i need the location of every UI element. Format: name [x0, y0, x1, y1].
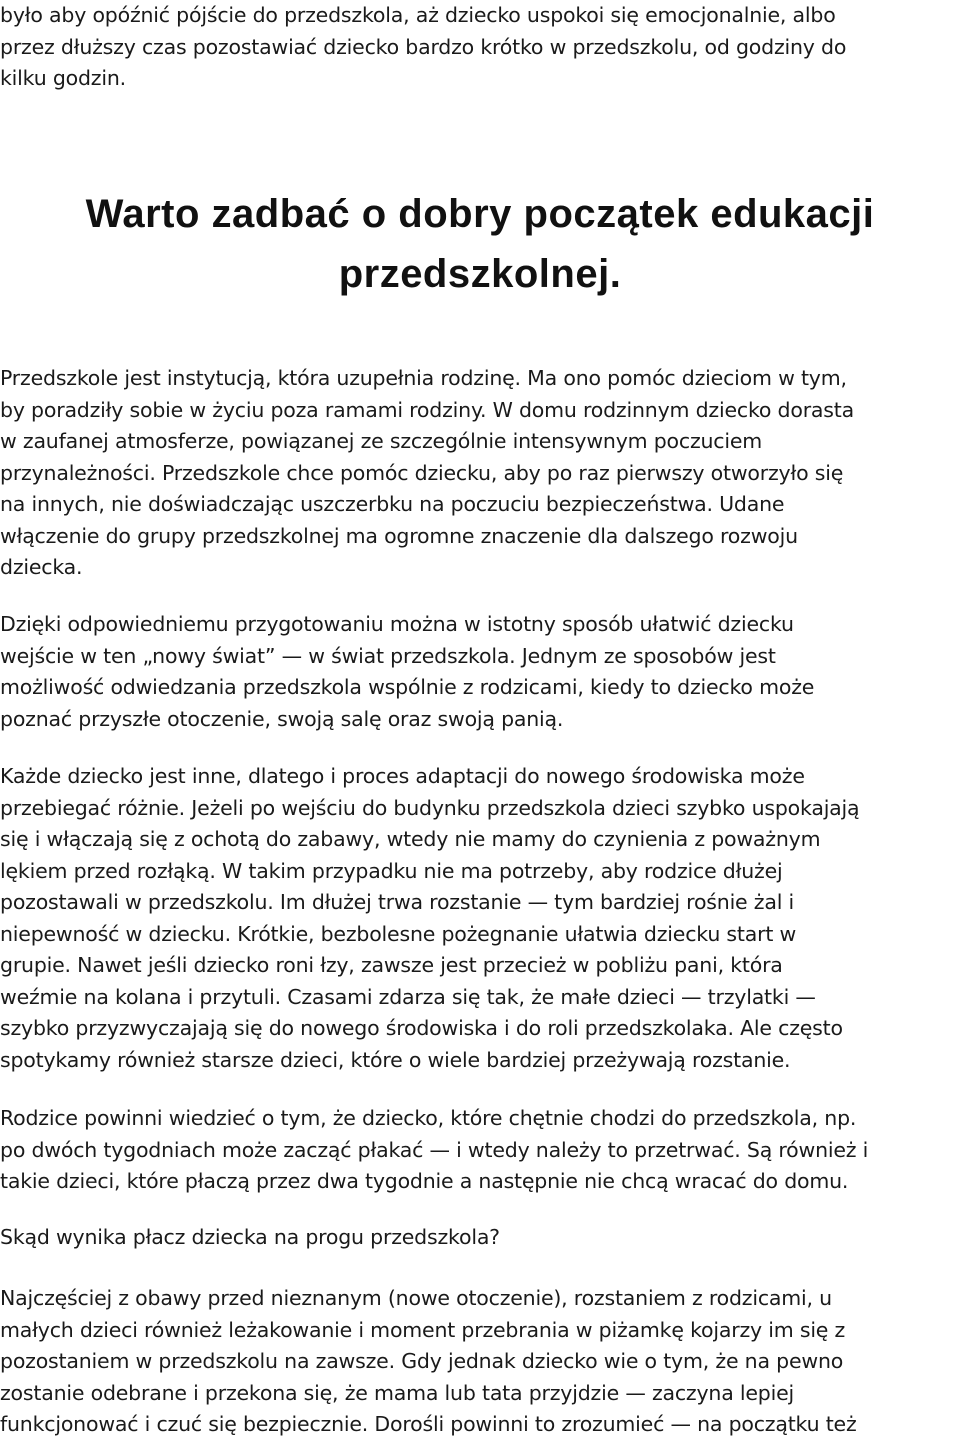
- text-line: pozostaniem w przedszkolu na zawsze. Gdy jednak dziecko wie o tym, że na pewno: [0, 1349, 844, 1373]
- text-line: szybko przyzwyczajają się do nowego środowiska i do roli przedszkolaka. Ale często: [0, 1016, 843, 1040]
- text-line: włączenie do grupy przedszkolnej ma ogromne znaczenie dla dalszego rozwoju: [0, 523, 798, 548]
- text-line: funkcjonować i czuć się bezpiecznie. Dorośli powinni to zrozumieć — na początku też: [0, 1412, 857, 1436]
- text-line: niepewność w dziecku. Krótkie, bezbolesne pożegnanie ułatwia dziecku start w: [0, 921, 797, 946]
- text-line: grupie. Nawet jeśli dziecko roni łzy, zawsze jest przecież w pobliżu pani, która: [0, 953, 783, 977]
- text-line: Skąd wynika płacz dziecka na progu przedszkola?: [0, 1225, 500, 1249]
- paragraph-reasons: [0, 1283, 960, 1441]
- text-line: Przedszkole jest instytucją, która uzupełnia rodzinę. Ma ono pomóc dzieciom w tym,: [0, 366, 847, 390]
- paragraph-preparation: [0, 609, 960, 735]
- text-line: przynależności. Przedszkole chce pomóc dziecku, aby po raz pierwszy otworzyło się: [0, 460, 844, 485]
- text-line: Rodzice powinni wiedzieć o tym, że dziecko, które chętnie chodzi do przedszkola, np.: [0, 1106, 857, 1130]
- text-line: by poradziły sobie w życiu poza ramami rodziny. W domu rodzinnym dziecko dorasta: [0, 397, 854, 422]
- text-line: Najczęściej z obawy przed nieznanym (nowe otoczenie), rozstaniem z rodzicami, u: [0, 1286, 832, 1310]
- text-line: przez dłuższy czas pozostawiać dziecko bardzo krótko w przedszkolu, od godziny do: [0, 34, 847, 59]
- text-line: możliwość odwiedzania przedszkola wspólnie z rodzicami, kiedy to dziecko może: [0, 675, 815, 699]
- paragraph-adaptation: [0, 761, 960, 1076]
- text-line: było aby opóźnić pójście do przedszkola, aż dziecko uspokoi się emocjonalnie, albo: [0, 3, 836, 27]
- text-line: na innych, nie doświadczając uszczerbku na poczuciu bezpieczeństwa. Udane: [0, 492, 785, 516]
- text-line: pozostawali w przedszkolu. Im dłużej trwa rozstanie — tym bardziej rośnie żal i: [0, 890, 795, 914]
- paragraph-institution: [0, 363, 960, 584]
- text-line: w zaufanej atmosferze, powiązanej ze szczególnie intensywnym poczuciem: [0, 429, 763, 453]
- text-line: spotykamy również starsze dzieci, które o wiele bardziej przeżywają rozstanie.: [0, 1047, 791, 1072]
- text-line: małych dzieci również leżakowanie i moment przebrania w piżamkę kojarzy im się z: [0, 1317, 846, 1342]
- intro-paragraph: [0, 0, 960, 95]
- text-line: dziecka.: [0, 555, 83, 579]
- text-line: poznać przyszłe otoczenie, swoją salę oraz swoją panią.: [0, 706, 564, 731]
- text-line: weźmie na kolana i przytuli. Czasami zdarza się tak, że małe dzieci — trzylatki —: [0, 984, 816, 1009]
- text-line: wejście w ten „nowy świat” — w świat przedszkola. Jednym ze sposobów jest: [0, 643, 776, 668]
- question-line: [0, 1222, 960, 1254]
- section-heading: [0, 184, 960, 304]
- text-line: po dwóch tygodniach może zacząć płakać — i wtedy należy to przetrwać. Są również i: [0, 1137, 869, 1162]
- heading-line: Warto zadbać o dobry początek edukacji: [85, 192, 875, 236]
- text-line: kilku godzin.: [0, 66, 126, 90]
- text-line: lękiem przed rozłąką. W takim przypadku nie ma potrzeby, aby rodzice dłużej: [0, 858, 783, 883]
- text-line: zostanie odebrane i przekona się, że mama lub tata przyjdzie — zaczyna lepiej: [0, 1380, 795, 1405]
- text-line: przebiegać różnie. Jeżeli po wejściu do budynku przedszkola dzieci szybko uspokajają: [0, 795, 860, 820]
- paragraph-parents: [0, 1103, 960, 1198]
- text-line: się i włączają się z ochotą do zabawy, wtedy nie mamy do czynienia z poważnym: [0, 827, 821, 851]
- text-line: Każde dziecko jest inne, dlatego i proces adaptacji do nowego środowiska może: [0, 764, 805, 788]
- heading-line: przedszkolnej.: [338, 252, 622, 296]
- text-line: takie dzieci, które płaczą przez dwa tygodnie a następnie nie chcą wracać do domu.: [0, 1169, 849, 1193]
- text-line: Dzięki odpowiedniemu przygotowaniu można w istotny sposób ułatwić dziecku: [0, 612, 794, 636]
